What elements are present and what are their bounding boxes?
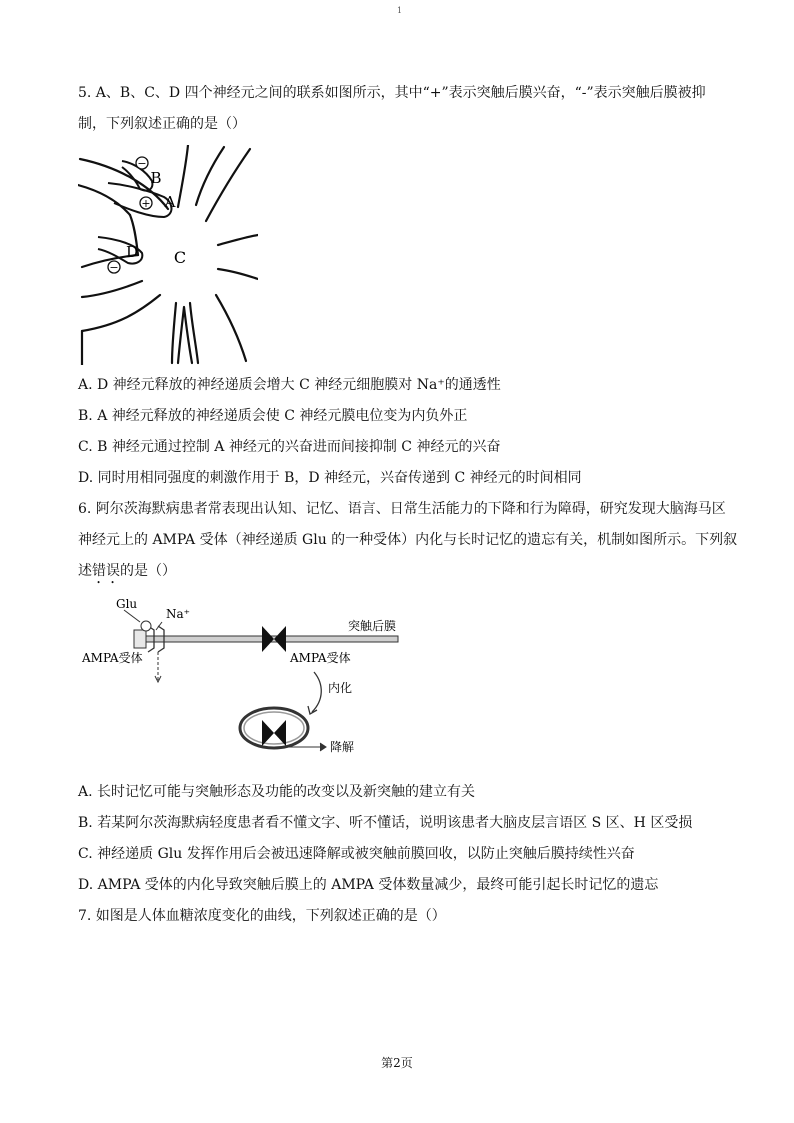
ampa-receptor-left (134, 630, 146, 648)
vesicle-inner (244, 712, 304, 744)
q6-stem-line3 (78, 562, 176, 587)
q6-option-c: C. 神经递质 Glu 发挥作用后会被迅速降解或被突触前膜回收，以防止突触后膜持续性兴奋 (78, 846, 635, 862)
label-b: B (150, 169, 162, 187)
ampa-receptor-right-left (262, 626, 274, 652)
axon-inner (178, 307, 192, 363)
internalized-receptor-right (274, 720, 286, 746)
q5-option-c: C. B 神经元通过控制 A 神经元的兴奋进而间接抑制 C 神经元的兴奋 (78, 439, 501, 455)
ampa-receptor-right-right (274, 626, 286, 652)
vesicle-outer (240, 708, 308, 748)
label-ampa-left: AMPA受体 (82, 651, 143, 665)
q6-stem-line3-pre: 述 (78, 563, 92, 579)
label-a: A (164, 193, 176, 211)
dendrite-top-left (178, 145, 188, 207)
degrade-arrowhead (320, 743, 326, 751)
q6-stem-line1: 6. 阿尔茨海默病患者常表现出认知、记忆、语言、日常生活能力的下降和行为障碍，研究发现大脑海马区 (78, 501, 726, 517)
internalized-receptor-left (262, 720, 274, 746)
dendrite-left (82, 281, 142, 297)
label-internalize: 内化 (328, 681, 353, 695)
page-mark: 1 (397, 6, 403, 15)
q6-stem-line3-post: 的是（） (120, 563, 176, 579)
q6-option-b: B. 若某阿尔茨海默病轻度患者看不懂文字、听不懂话，说明该患者大脑皮层言语区 S 区、H 区受损 (78, 815, 693, 831)
minus-sign-d: − (109, 261, 119, 274)
dendrite-top-right (206, 149, 250, 221)
internalize-arrow (312, 672, 321, 712)
dendrite-lower-right (216, 295, 246, 361)
q5-option-a: A. D 神经元释放的神经递质会增大 C 神经元细胞膜对 Na⁺的通透性 (78, 377, 501, 393)
dendrite-right-lower (218, 269, 258, 279)
dendrite-lower-left (82, 295, 160, 331)
q6-stem-emphasis: 错误 (92, 563, 120, 579)
q6-option-d: D. AMPA 受体的内化导致突触后膜上的 AMPA 受体数量减少，最终可能引起长时记忆的遗忘 (78, 877, 659, 893)
label-c: C (173, 248, 187, 267)
label-glu: Glu (116, 597, 138, 611)
label-d: D (125, 243, 139, 261)
q5-stem-line1: 5. A、B、C、D 四个神经元之间的联系如图所示，其中“+”表示突触后膜兴奋，“-”表示突触后膜被抑 (78, 85, 706, 101)
q5-option-b: B. A 神经元释放的神经递质会使 C 神经元膜电位变为内负外正 (78, 408, 468, 424)
q5-stem-line2: 制，下列叙述正确的是（） (78, 116, 246, 132)
q6-option-a: A. 长时记忆可能与突触形态及功能的改变以及新突触的建立有关 (78, 784, 476, 800)
axon-left (172, 303, 176, 363)
neuron-diagram (78, 145, 258, 365)
label-na: Na⁺ (166, 607, 190, 621)
q5-option-d: D. 同时用相同强度的刺激作用于 B，D 神经元，兴奋传递到 C 神经元的时间相同 (78, 470, 582, 486)
plus-sign-a: + (141, 197, 151, 210)
minus-sign-b: − (137, 157, 147, 170)
q7-stem: 7. 如图是人体血糖浓度变化的曲线，下列叙述正确的是（） (78, 908, 446, 924)
page-footer: 第2页 (381, 1056, 413, 1070)
glu-pointer (124, 610, 140, 622)
neuron-a-terminal (108, 183, 172, 217)
label-ampa-right: AMPA受体 (290, 651, 351, 665)
label-postsynaptic: 突触后膜 (348, 619, 397, 633)
glu-molecule (141, 621, 151, 631)
dendrite-upper-left-inner (78, 185, 130, 215)
dendrite-right-upper (218, 235, 258, 245)
label-degrade: 降解 (330, 740, 355, 754)
ampa-diagram (78, 596, 418, 766)
q6-stem-line2: 神经元上的 AMPA 受体（神经递质 Glu 的一种受体）内化与长时记忆的遗忘有关，机制如图所示。下列叙 (78, 532, 738, 548)
